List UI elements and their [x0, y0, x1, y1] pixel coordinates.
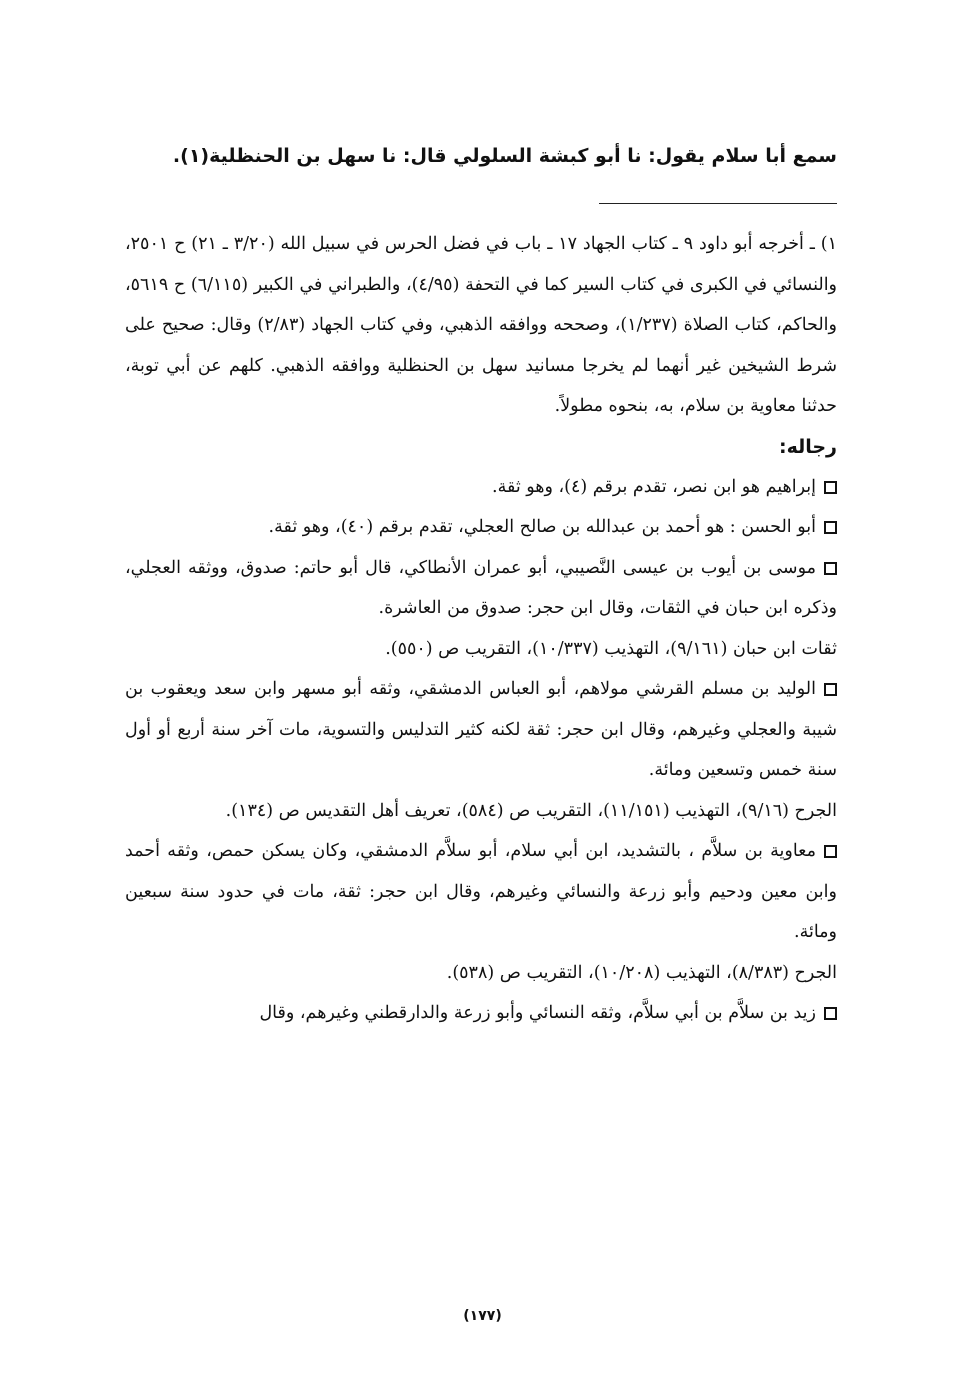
section-title-narrators: رجاله: — [778, 435, 837, 458]
narrator-entry — [125, 548, 837, 629]
footnote-block — [125, 224, 837, 1034]
footnote-paragraph: ١) ـ أخرجه أبو داود ٩ ـ كتاب الجهاد ١٧ ـ باب في فضل الحرس في سبيل الله (٣/٢٠ ـ ٢١) ح ٢٥٠١، والنسائي في الكبرى في كتاب السير كما في التحفة (٤/٩٥)، والطبراني في الكبير (٦/١١٥) ح ٥٦١٩، والحاكم، كتاب الصلاة (١/٢٣٧)، وصححه ووافقه الذهبي، وفي كتاب الجهاد (٢/٨٣) وقال: صحيح على شرط الشيخين غير أنهما لم يخرجا مسانيد سهل بن الحنظلية ووافقه الذهبي. كلهم عن أبي توبة، حدثنا معاوية بن سلام، به، بنحوه مطولاً. — [125, 234, 838, 416]
hadith-chain-line: سمع أبا سلام يقول: نا أبو كبشة السلولي قال: نا سهل بن الحنظلية(١). — [172, 145, 837, 167]
narrator-text: معاوية بن سلاَّم ، بالتشديد، ابن أبي سلام، أبو سلاَّم الدمشقي، وكان يسكن حمص، وثقه أحمد وابن معين ودحيم وأبو زرعة والنسائي وغيرهم، وقال ابن حجر: ثقة، مات في حدود سنة سبعين ومائة. — [125, 841, 837, 942]
narrator-references: الجرح (٨/٣٨٣)، التهذيب (١٠/٢٠٨)، التقريب ص (٥٣٨). — [446, 962, 837, 983]
narrator-entry — [125, 993, 837, 1034]
checkbox-square-icon — [824, 521, 837, 534]
narrator-text: أبو الحسن : هو أحمد بن عبدالله بن صالح العجلي، تقدم برقم (٤٠)، وهو ثقة. — [268, 517, 816, 537]
checkbox-square-icon — [824, 1007, 837, 1020]
narrator-entry — [125, 831, 837, 953]
narrator-text: الوليد بن مسلم القرشي مولاهم، أبو العباس الدمشقي، وثقه أبو مسهر وابن سعد ويعقوب بن شيبة والعجلي وغيرهم، وقال ابن حجر: ثقة لكنه كثير التدليس والتسوية، مات آخر سنة أربع أو أول سنة خمس وتسعين ومائة. — [125, 679, 837, 780]
narrator-references: الجرح (٩/١٦)، التهذيب (١١/١٥١)، التقريب ص (٥٨٤)، تعريف أهل التقديس ص (١٣٤). — [225, 800, 837, 821]
narrator-entry — [125, 669, 837, 791]
narrator-entry — [125, 507, 837, 548]
narrator-text: موسى بن أيوب بن عيسى النَّصيبي، أبو عمران الأنطاكي، قال أبو حاتم: صدوق، ووثقه العجلي، وذكره ابن حبان في الثقات، وقال ابن حجر: صدوق من العاشرة. — [125, 557, 837, 618]
checkbox-square-icon — [824, 683, 837, 696]
page-number: (١٧٧) — [463, 1308, 502, 1324]
checkbox-square-icon — [824, 481, 837, 494]
narrator-entry — [125, 467, 837, 508]
narrator-references: ثقات ابن حبان (٩/١٦١)، التهذيب (١٠/٣٣٧)، التقريب ص (٥٥٠). — [385, 638, 837, 659]
checkbox-square-icon — [824, 845, 837, 858]
checkbox-square-icon — [824, 562, 837, 575]
narrator-text: زيد بن سلاَّم بن أبي سلاَّم، وثقه النسائي وأبو زرعة والدارقطني وغيرهم، وقال — [259, 1003, 816, 1023]
narrator-text: إبراهيم هو ابن نصر، تقدم برقم (٤)، وهو ثقة. — [492, 476, 816, 497]
footnote-divider — [599, 203, 837, 204]
